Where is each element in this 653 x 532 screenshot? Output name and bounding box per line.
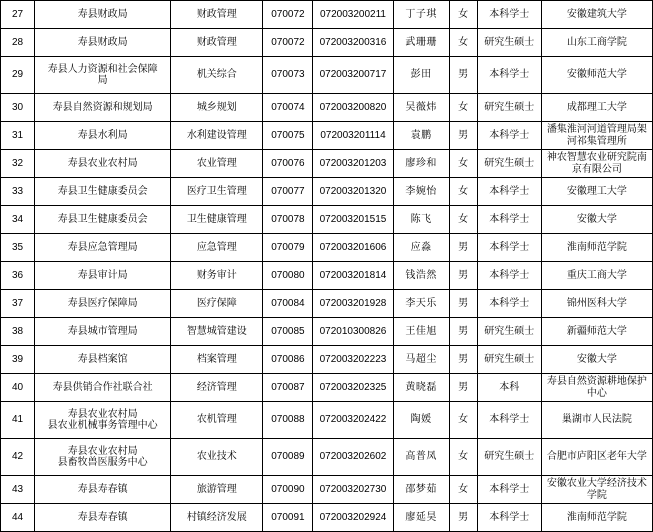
table-row: [1, 374, 653, 402]
cell-position-code: 070073: [263, 57, 313, 94]
cell-position: 医疗卫生管理: [171, 178, 263, 206]
cell-organization: [35, 150, 171, 178]
cell-organization: [35, 290, 171, 318]
cell-name: 李天乐: [393, 290, 449, 318]
table-row: [1, 150, 653, 178]
table-row: [1, 57, 653, 94]
cell-degree: 研究生硕士: [477, 29, 541, 57]
cell-organization: [35, 206, 171, 234]
cell-degree: 研究生硕士: [477, 346, 541, 374]
cell-index: 36: [1, 262, 35, 290]
cell-school: 淮南师范学院: [541, 234, 652, 262]
table-row: [1, 29, 653, 57]
cell-admission-number: 072003202325: [313, 374, 393, 402]
org-line: 寿县应急管理局: [67, 241, 138, 253]
cell-index: 39: [1, 346, 35, 374]
cell-gender: 女: [449, 402, 477, 439]
cell-position-code: 070085: [263, 318, 313, 346]
org-line: 县畜牧兽医服务中心: [57, 457, 148, 468]
cell-organization: [35, 94, 171, 122]
cell-index: 34: [1, 206, 35, 234]
cell-position-code: 070075: [263, 122, 313, 150]
cell-gender: 女: [449, 1, 477, 29]
cell-position-code: 070090: [263, 476, 313, 504]
cell-index: 42: [1, 439, 35, 476]
cell-school: 合肥市庐阳区老年大学: [541, 439, 652, 476]
cell-name: 黄晓磊: [393, 374, 449, 402]
cell-name: 陈飞: [393, 206, 449, 234]
cell-school: 安徽大学: [541, 346, 652, 374]
cell-index: 44: [1, 504, 35, 532]
cell-organization: [35, 504, 171, 532]
cell-position: 财政管理: [171, 29, 263, 57]
cell-position-code: 070077: [263, 178, 313, 206]
cell-name: 陶媛: [393, 402, 449, 439]
cell-admission-number: 072003200820: [313, 94, 393, 122]
cell-degree: 本科学士: [477, 290, 541, 318]
cell-gender: 女: [449, 94, 477, 122]
cell-school: 新疆师范大学: [541, 318, 652, 346]
cell-name: 吴薇炜: [393, 94, 449, 122]
cell-organization: [35, 262, 171, 290]
org-line: 寿县自然资源和规划局: [52, 101, 153, 113]
cell-school: 安徽大学: [541, 206, 652, 234]
cell-position: 城乡规划: [171, 94, 263, 122]
cell-position: 机关综合: [171, 57, 263, 94]
cell-gender: 男: [449, 374, 477, 402]
cell-degree: 研究生硕士: [477, 318, 541, 346]
cell-position-code: 070088: [263, 402, 313, 439]
org-line: 局: [97, 75, 108, 86]
cell-gender: 男: [449, 262, 477, 290]
cell-gender: 男: [449, 290, 477, 318]
table-row: [1, 234, 653, 262]
cell-index: 41: [1, 402, 35, 439]
cell-admission-number: 072003201320: [313, 178, 393, 206]
cell-position: 智慧城管建设: [171, 318, 263, 346]
cell-index: 38: [1, 318, 35, 346]
table-row: [1, 290, 653, 318]
cell-admission-number: 072010300826: [313, 318, 393, 346]
cell-admission-number: 072003201606: [313, 234, 393, 262]
cell-position: 农业管理: [171, 150, 263, 178]
cell-position-code: 070087: [263, 374, 313, 402]
org-line: 寿县卫生健康委员会: [57, 213, 148, 225]
cell-index: 35: [1, 234, 35, 262]
org-line: 寿县农业农村局: [67, 445, 138, 457]
org-line: 寿县供销合作社联合社: [52, 381, 153, 393]
cell-degree: 本科学士: [477, 206, 541, 234]
table-row: [1, 122, 653, 150]
cell-organization: [35, 1, 171, 29]
cell-school: 寿县自然资源耕地保护中心: [541, 374, 652, 402]
cell-gender: 男: [449, 234, 477, 262]
cell-index: 28: [1, 29, 35, 57]
cell-organization: [35, 318, 171, 346]
cell-index: 40: [1, 374, 35, 402]
cell-admission-number: 072003202730: [313, 476, 393, 504]
table-row: [1, 439, 653, 476]
cell-gender: 男: [449, 57, 477, 94]
org-line: 寿县寿春镇: [77, 483, 128, 495]
cell-name: 廖珍和: [393, 150, 449, 178]
org-line: 寿县财政局: [77, 36, 128, 48]
cell-gender: 女: [449, 150, 477, 178]
org-line: 寿县人力资源和社会保障: [47, 63, 158, 75]
table-row: [1, 318, 653, 346]
cell-degree: 研究生硕士: [477, 439, 541, 476]
cell-school: 成都理工大学: [541, 94, 652, 122]
org-line: 寿县农业农村局: [67, 408, 138, 420]
cell-admission-number: 072003202422: [313, 402, 393, 439]
cell-name: 李婉怡: [393, 178, 449, 206]
cell-position-code: 070072: [263, 29, 313, 57]
org-line: 寿县寿春镇: [77, 511, 128, 523]
cell-gender: 女: [449, 476, 477, 504]
table-row: [1, 476, 653, 504]
org-line: 寿县医疗保障局: [67, 297, 138, 309]
cell-degree: 研究生硕士: [477, 94, 541, 122]
cell-degree: 本科学士: [477, 1, 541, 29]
org-line: 寿县档案馆: [77, 353, 128, 365]
org-line: 寿县卫生健康委员会: [57, 185, 148, 197]
cell-position: 水利建设管理: [171, 122, 263, 150]
cell-school: 安徽理工大学: [541, 178, 652, 206]
table-row: [1, 262, 653, 290]
cell-gender: 男: [449, 346, 477, 374]
cell-organization: [35, 374, 171, 402]
org-line: 寿县审计局: [77, 269, 128, 281]
cell-name: 廖延昊: [393, 504, 449, 532]
cell-admission-number: 072003201114: [313, 122, 393, 150]
cell-degree: 本科学士: [477, 504, 541, 532]
cell-position-code: 070078: [263, 206, 313, 234]
org-line: 寿县水利局: [77, 129, 128, 141]
cell-admission-number: 072003200316: [313, 29, 393, 57]
cell-degree: 本科学士: [477, 122, 541, 150]
cell-school: 锦州医科大学: [541, 290, 652, 318]
cell-admission-number: 072003201928: [313, 290, 393, 318]
cell-index: 37: [1, 290, 35, 318]
cell-index: 32: [1, 150, 35, 178]
cell-admission-number: 072003201515: [313, 206, 393, 234]
cell-organization: [35, 346, 171, 374]
cell-admission-number: 072003200211: [313, 1, 393, 29]
cell-position: 财务审计: [171, 262, 263, 290]
cell-position-code: 070086: [263, 346, 313, 374]
org-line: 寿县城市管理局: [67, 325, 138, 337]
cell-school: 安徽建筑大学: [541, 1, 652, 29]
cell-name: 袁鹏: [393, 122, 449, 150]
cell-school: 山东工商学院: [541, 29, 652, 57]
cell-admission-number: 072003202602: [313, 439, 393, 476]
cell-admission-number: 072003200717: [313, 57, 393, 94]
cell-gender: 男: [449, 504, 477, 532]
cell-position-code: 070074: [263, 94, 313, 122]
cell-degree: 本科学士: [477, 262, 541, 290]
table-row: [1, 504, 653, 532]
cell-index: 27: [1, 1, 35, 29]
table-row: [1, 178, 653, 206]
cell-school: 安徽农业大学经济技术学院: [541, 476, 652, 504]
cell-position-code: 070084: [263, 290, 313, 318]
table-row: [1, 206, 653, 234]
cell-position: 卫生健康管理: [171, 206, 263, 234]
cell-position-code: 070089: [263, 439, 313, 476]
cell-gender: 女: [449, 439, 477, 476]
cell-position: 农业技术: [171, 439, 263, 476]
cell-gender: 女: [449, 206, 477, 234]
cell-gender: 女: [449, 29, 477, 57]
cell-admission-number: 072003202223: [313, 346, 393, 374]
cell-gender: 男: [449, 318, 477, 346]
cell-name: 钱浩然: [393, 262, 449, 290]
cell-position: 医疗保障: [171, 290, 263, 318]
cell-position-code: 070080: [263, 262, 313, 290]
org-line: 寿县财政局: [77, 8, 128, 20]
cell-name: 王佳旭: [393, 318, 449, 346]
cell-organization: [35, 122, 171, 150]
cell-gender: 男: [449, 122, 477, 150]
table-row: [1, 346, 653, 374]
cell-position: 财政管理: [171, 1, 263, 29]
cell-position: 旅游管理: [171, 476, 263, 504]
cell-degree: 本科学士: [477, 402, 541, 439]
cell-degree: 本科学士: [477, 234, 541, 262]
table-row: [1, 1, 653, 29]
cell-school: 重庆工商大学: [541, 262, 652, 290]
cell-name: 马超尘: [393, 346, 449, 374]
org-line: 县农业机械事务管理中心: [47, 420, 158, 431]
cell-position: 应急管理: [171, 234, 263, 262]
table-row: [1, 402, 653, 439]
cell-name: 邵梦茹: [393, 476, 449, 504]
table-row: [1, 94, 653, 122]
cell-position: 村镇经济发展: [171, 504, 263, 532]
org-line: 寿县农业农村局: [67, 157, 138, 169]
cell-position: 档案管理: [171, 346, 263, 374]
cell-index: 29: [1, 57, 35, 94]
cell-organization: [35, 57, 171, 94]
cell-organization: [35, 234, 171, 262]
cell-school: 神农智慧农业研究院南京有限公司: [541, 150, 652, 178]
cell-admission-number: 072003202924: [313, 504, 393, 532]
cell-index: 31: [1, 122, 35, 150]
cell-name: 丁子琪: [393, 1, 449, 29]
cell-degree: 研究生硕士: [477, 150, 541, 178]
cell-organization: [35, 178, 171, 206]
cell-organization: [35, 29, 171, 57]
cell-position: 经济管理: [171, 374, 263, 402]
cell-admission-number: 072003201814: [313, 262, 393, 290]
cell-admission-number: 072003201203: [313, 150, 393, 178]
cell-index: 33: [1, 178, 35, 206]
cell-school: 潘集淮河河道管理局架河祁集管理所: [541, 122, 652, 150]
cell-index: 30: [1, 94, 35, 122]
cell-position-code: 070076: [263, 150, 313, 178]
cell-name: 彭田: [393, 57, 449, 94]
cell-organization: [35, 439, 171, 476]
cell-degree: 本科: [477, 374, 541, 402]
cell-school: 淮南师范学院: [541, 504, 652, 532]
cell-degree: 本科学士: [477, 57, 541, 94]
cell-name: 高普凤: [393, 439, 449, 476]
cell-degree: 本科学士: [477, 178, 541, 206]
cell-name: 武珊珊: [393, 29, 449, 57]
cell-position-code: 070079: [263, 234, 313, 262]
cell-position: 农机管理: [171, 402, 263, 439]
cell-name: 应淼: [393, 234, 449, 262]
cell-school: 巢湖市人民法院: [541, 402, 652, 439]
cell-school: 安徽师范大学: [541, 57, 652, 94]
cell-position-code: 070091: [263, 504, 313, 532]
cell-position-code: 070072: [263, 1, 313, 29]
cell-index: 43: [1, 476, 35, 504]
cell-organization: [35, 402, 171, 439]
cell-gender: 女: [449, 178, 477, 206]
cell-organization: [35, 476, 171, 504]
table-body: [1, 1, 653, 532]
cell-degree: 本科学士: [477, 476, 541, 504]
